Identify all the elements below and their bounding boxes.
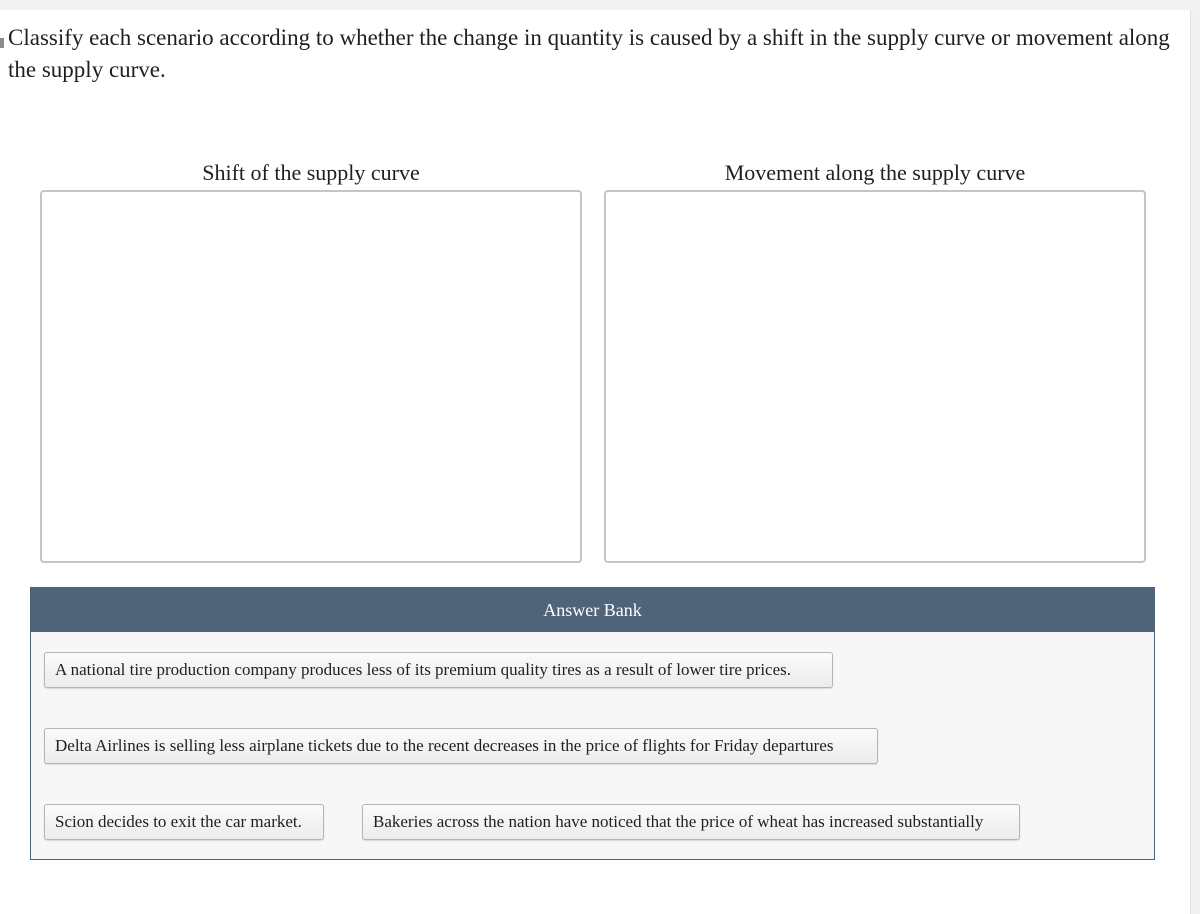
answer-chip[interactable]: A national tire production company produces less of its premium quality tires as a result of lower tire prices. [44, 652, 833, 688]
top-strip [0, 0, 1200, 10]
answer-chip[interactable]: Bakeries across the nation have noticed that the price of wheat has increased substantially [362, 804, 1020, 840]
drop-zone-shift[interactable] [40, 190, 582, 563]
answer-chip[interactable]: Scion decides to exit the car market. [44, 804, 324, 840]
drop-zone-movement[interactable] [604, 190, 1146, 563]
scrollbar-track[interactable] [1190, 10, 1200, 914]
question-prompt: Classify each scenario according to whether the change in quantity is caused by a shift in the supply curve or movement along the supply curve. [8, 25, 1170, 82]
answer-chip[interactable]: Delta Airlines is selling less airplane tickets due to the recent decreases in the price of flights for Friday departures [44, 728, 878, 764]
answer-bank [30, 587, 1155, 860]
bin-title-movement: Movement along the supply curve [724, 160, 1026, 185]
left-edge-mark [0, 38, 4, 48]
bin-title-shift: Shift of the supply curve [202, 160, 420, 185]
answer-bank-header: Answer Bank [31, 588, 1154, 632]
